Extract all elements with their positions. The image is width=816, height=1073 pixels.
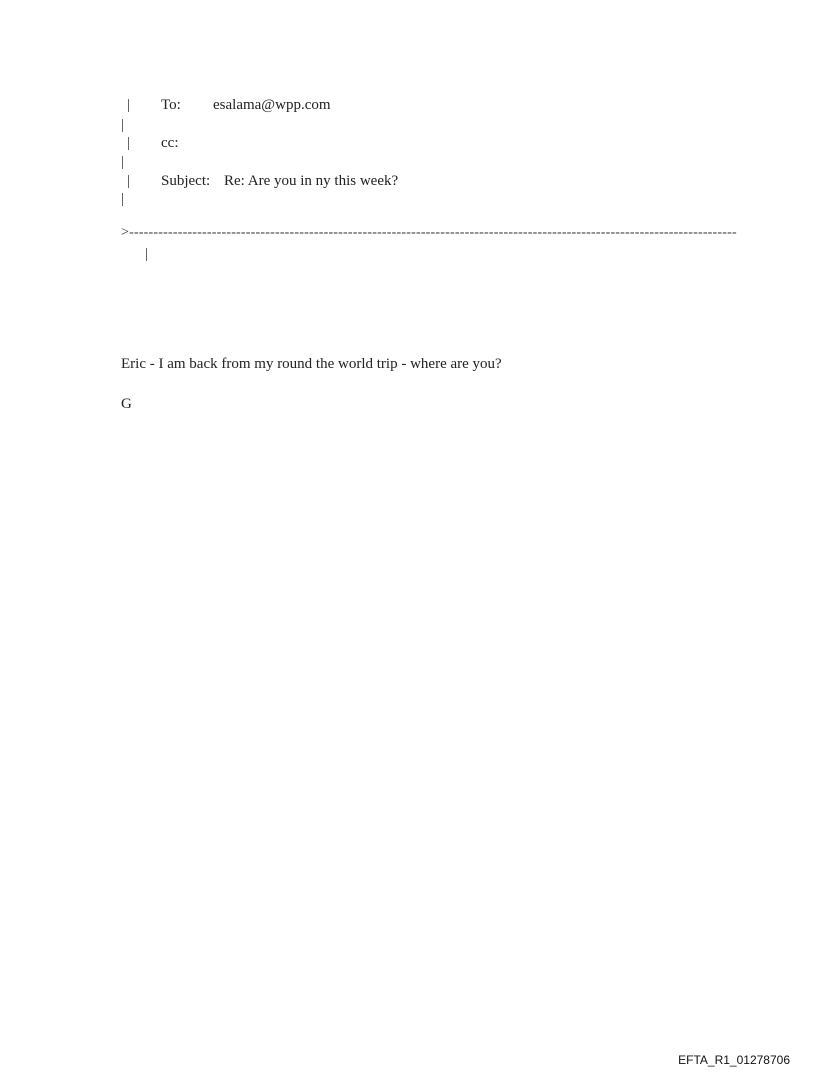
subject-value: Re: Are you in ny this week?: [224, 173, 399, 189]
header-divider: >-----------------------------------------------------------------------------------------------------------------------------: [121, 225, 737, 240]
header-pipe: |: [127, 97, 131, 113]
signature: G: [121, 396, 132, 412]
cc-label: cc:: [161, 135, 179, 151]
to-label: To:: [161, 97, 181, 113]
header-pipe: |: [145, 246, 149, 262]
header-pipe: |: [121, 117, 125, 133]
header-pipe: |: [127, 135, 131, 151]
header-pipe: |: [121, 191, 125, 207]
body-line: Eric - I am back from my round the world trip - where are you?: [121, 356, 502, 372]
header-pipe: |: [121, 154, 125, 170]
document-id: EFTA_R1_01278706: [678, 1053, 790, 1067]
to-value: esalama@wpp.com: [213, 97, 331, 113]
subject-label: Subject:: [161, 173, 211, 189]
header-pipe: |: [127, 173, 131, 189]
